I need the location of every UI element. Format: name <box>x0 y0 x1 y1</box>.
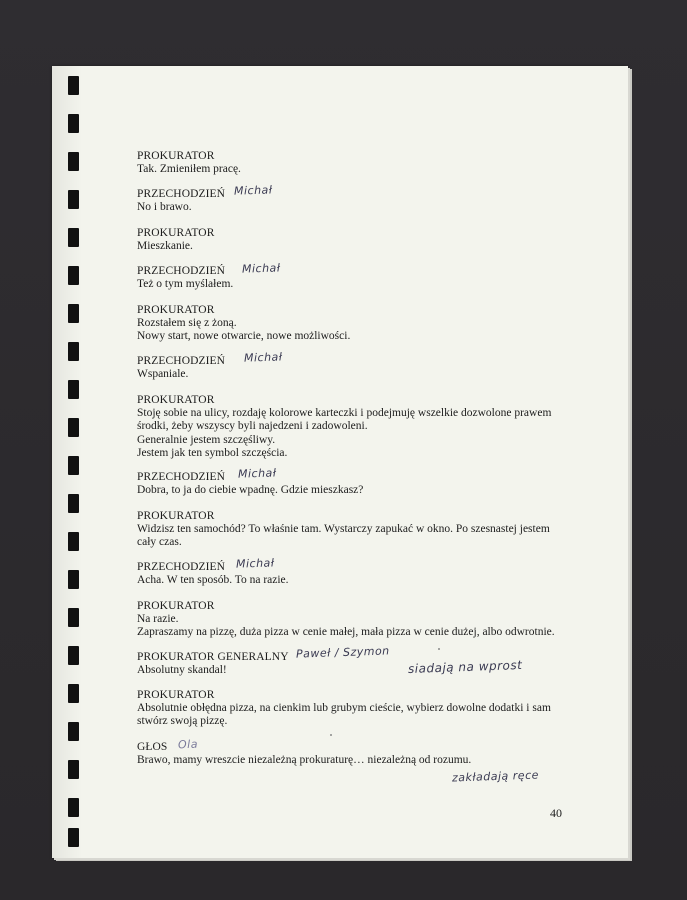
binding-ring <box>68 266 79 285</box>
binding-ring <box>68 380 79 399</box>
script-page <box>52 66 628 858</box>
speaker-name: PROKURATOR <box>137 600 215 612</box>
speaker-name: PRZECHODZIEŃ <box>137 265 226 277</box>
dialogue-line: Jestem jak ten symbol szczęścia. <box>137 446 288 459</box>
handwritten-actor-note: Michał <box>233 183 273 198</box>
dialogue-line: Absolutny skandal! <box>137 664 227 677</box>
handwritten-actor-note: Paweł / Szymon <box>295 644 390 661</box>
dialogue-block <box>137 188 225 214</box>
speaker-name: GŁOS <box>137 741 168 753</box>
speaker-name: PROKURATOR GENERALNY <box>137 651 289 663</box>
dialogue-line: Rozstałem się z żoną. <box>137 317 237 330</box>
handwritten-actor-note: Michał <box>241 261 281 276</box>
binding-ring <box>68 722 79 741</box>
dialogue-line: Absolutnie obłędna pizza, na cienkim lub grubym cieście, wybierz dowolne dodatki i sam <box>137 702 551 715</box>
binding-ring <box>68 608 79 627</box>
binding-ring <box>68 494 79 513</box>
speaker-name: PRZECHODZIEŃ <box>137 561 226 573</box>
dialogue-line: Mieszkanie. <box>137 240 193 253</box>
page-number: 40 <box>550 806 562 820</box>
dialogue-block <box>137 150 241 176</box>
speaker-name: PROKURATOR <box>137 227 215 239</box>
dialogue-line: cały czas. <box>137 536 182 549</box>
handwritten-actor-note: Michał <box>235 556 275 571</box>
ink-speck <box>330 734 332 736</box>
binding-ring <box>68 646 79 665</box>
binding-ring <box>68 76 79 95</box>
binding-ring <box>68 228 79 247</box>
binding-ring <box>68 418 79 437</box>
speaker-name: PRZECHODZIEŃ <box>137 355 226 367</box>
dialogue-block <box>137 689 551 729</box>
speaker-name: PROKURATOR <box>137 689 215 701</box>
ink-speck <box>438 648 440 650</box>
dialogue-line: Na razie. <box>137 613 179 626</box>
speaker-name: PROKURATOR <box>137 304 215 316</box>
dialogue-line: Generalnie jestem szczęśliwy. <box>137 433 276 446</box>
dialogue-block <box>137 510 550 550</box>
dialogue-line: Dobra, to ja do ciebie wpadnę. Gdzie mieszkasz? <box>137 484 364 497</box>
dialogue-line: Też o tym myślałem. <box>137 278 234 291</box>
binding-ring <box>68 760 79 779</box>
dialogue-line: środki, żeby wszyscy byli najedzeni i zadowoleni. <box>137 420 368 433</box>
dialogue-block <box>137 227 214 253</box>
binding-ring <box>68 798 79 817</box>
handwritten-stage-note: zakładają ręce <box>451 768 540 785</box>
dialogue-line: Nowy start, nowe otwarcie, nowe możliwości. <box>137 330 351 343</box>
binding-ring <box>68 684 79 703</box>
dialogue-line: No i brawo. <box>137 201 192 214</box>
dialogue-block <box>137 355 225 381</box>
dialogue-block <box>137 600 555 640</box>
dialogue-line: Brawo, mamy wreszcie niezależną prokuraturę… niezależną od rozumu. <box>137 754 472 767</box>
dialogue-line: Stoję sobie na ulicy, rozdaję kolorowe karteczki i podejmuję wszelkie dozwolone prawem <box>137 407 552 420</box>
handwritten-stage-note: siadają na wprost <box>407 658 523 676</box>
dialogue-line: Zapraszamy na pizzę, duża pizza w cenie małej, mała pizza w cenie dużej, albo odwrotnie. <box>137 626 555 639</box>
binding-ring <box>68 342 79 361</box>
binding-ring <box>68 114 79 133</box>
speaker-name: PROKURATOR <box>137 510 215 522</box>
dialogue-block <box>137 304 350 344</box>
speaker-name: PRZECHODZIEŃ <box>137 188 226 200</box>
binding-ring <box>68 304 79 323</box>
binding-ring <box>68 570 79 589</box>
binding-ring <box>68 532 79 551</box>
spiral-binding <box>68 72 82 852</box>
binding-ring <box>68 456 79 475</box>
speaker-name: PROKURATOR <box>137 150 215 162</box>
binding-ring <box>68 190 79 209</box>
dialogue-block <box>137 651 289 677</box>
dialogue-block <box>137 265 233 291</box>
dialogue-line: Wspaniale. <box>137 368 189 381</box>
dialogue-line: Widzisz ten samochód? To właśnie tam. Wystarczy zapukać w okno. Po szesnastej jestem <box>137 523 550 536</box>
dialogue-line: stwórz swoją pizzę. <box>137 715 228 728</box>
speaker-name: PROKURATOR <box>137 394 215 406</box>
dialogue-block <box>137 394 551 460</box>
binding-ring <box>68 152 79 171</box>
dialogue-line: Tak. Zmieniłem pracę. <box>137 163 241 176</box>
speaker-name: PRZECHODZIEŃ <box>137 471 226 483</box>
handwritten-actor-note: Ola <box>177 737 199 752</box>
binding-ring <box>68 828 79 847</box>
handwritten-actor-note: Michał <box>237 466 277 481</box>
handwritten-actor-note: Michał <box>243 350 283 365</box>
dialogue-line: Acha. W ten sposób. To na razie. <box>137 574 289 587</box>
